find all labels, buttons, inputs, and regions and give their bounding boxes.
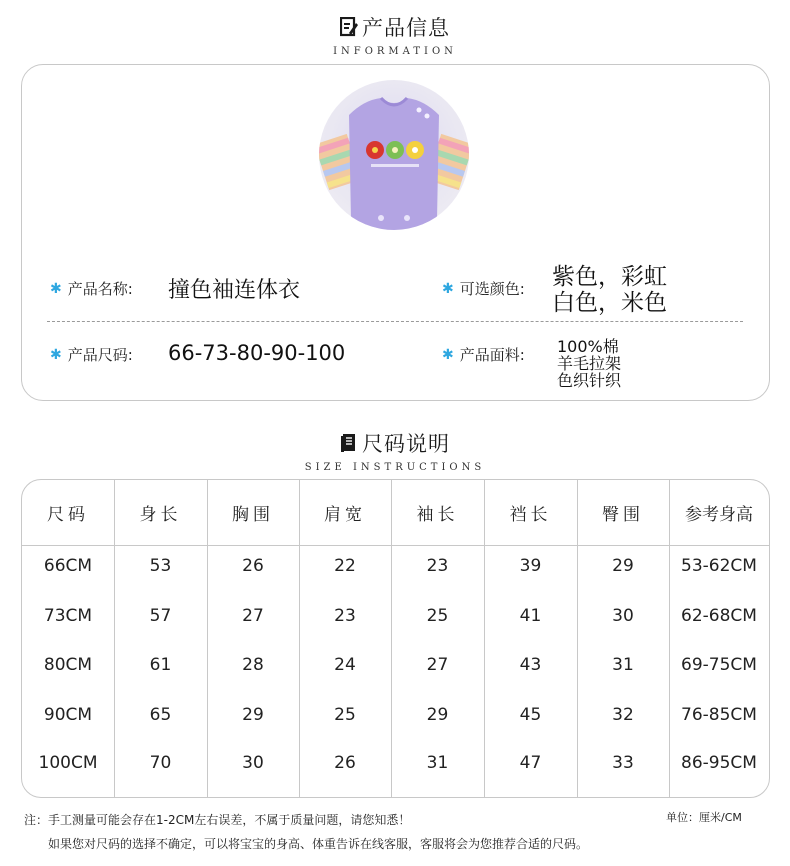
table-cell: 31 [426, 753, 449, 773]
table-cell: 62-68CM [681, 606, 757, 626]
column-divider [207, 480, 208, 797]
info-section-header [0, 12, 790, 57]
unit-note: 单位：厘米/CM [666, 811, 742, 824]
info-section-subtitle: INFORMATION [333, 46, 457, 57]
table-cell: 32 [612, 705, 634, 725]
table-cell: 53-62CM [681, 556, 757, 576]
table-cell: 100CM [38, 753, 98, 773]
table-header-cell: 臀围 [602, 505, 644, 525]
table-cell: 27 [242, 606, 264, 626]
table-cell: 25 [426, 606, 449, 626]
table-cell: 29 [242, 705, 264, 725]
star-icon: ✱ [50, 346, 62, 363]
baby-romper-photo [319, 80, 469, 230]
table-cell: 39 [519, 556, 542, 576]
table-cell: 22 [334, 556, 356, 576]
table-cell: 26 [334, 753, 356, 773]
consultation-note: 如果您对尺码的选择不确定，可以将宝宝的身高、体重告诉在线客服，客服将会为您推荐合适的尺码。 [48, 837, 589, 851]
table-header-cell: 身长 [139, 505, 182, 525]
column-divider [577, 480, 578, 797]
size-section-header [0, 428, 790, 473]
table-cell: 70 [149, 753, 172, 773]
table-cell: 86-95CM [681, 753, 757, 773]
table-cell: 43 [519, 655, 542, 675]
size-table [21, 479, 770, 798]
product-color-value [552, 264, 667, 316]
table-cell: 26 [242, 556, 264, 576]
table-cell: 29 [612, 556, 634, 576]
color-line-2: 白色，米色 [552, 290, 667, 316]
product-fabric-value [557, 338, 621, 389]
table-cell: 90CM [43, 705, 93, 725]
table-cell: 57 [149, 606, 172, 626]
table-cell: 73CM [43, 606, 93, 626]
column-divider [669, 480, 670, 797]
column-divider [391, 480, 392, 797]
product-name-value: 撞色袖连体衣 [168, 278, 301, 303]
column-divider [299, 480, 300, 797]
table-cell: 66CM [43, 556, 93, 576]
table-cell: 27 [426, 655, 449, 675]
size-section-subtitle: SIZE INSTRUCTIONS [304, 462, 486, 473]
info-section-title: 产品信息 [362, 16, 450, 40]
table-cell: 28 [242, 655, 264, 675]
edit-document-icon [340, 17, 358, 37]
table-cell: 61 [149, 655, 172, 675]
book-icon [340, 433, 358, 453]
fabric-line-3: 色织针织 [557, 371, 622, 390]
divider [47, 321, 743, 322]
table-cell: 80CM [43, 655, 93, 675]
column-divider [484, 480, 485, 797]
star-icon: ✱ [442, 280, 454, 297]
color-line-1: 紫色，彩虹 [552, 264, 667, 290]
table-cell: 45 [519, 705, 542, 725]
product-info-card [21, 64, 770, 401]
table-cell: 53 [149, 556, 172, 576]
fabric-line-1: 100%棉 [557, 337, 619, 356]
table-cell: 30 [242, 753, 264, 773]
table-header-cell: 参考身高 [685, 505, 753, 525]
product-size-value: 66-73-80-90-100 [168, 341, 346, 365]
column-divider [114, 480, 115, 797]
product-name-label: ✱ 产品名称: [50, 280, 133, 298]
table-cell: 47 [519, 753, 542, 773]
size-section-title: 尺码说明 [362, 432, 450, 456]
table-cell: 25 [334, 705, 356, 725]
table-header-cell: 尺码 [47, 505, 89, 525]
table-cell: 23 [334, 606, 356, 626]
star-icon: ✱ [50, 280, 62, 297]
table-header-cell: 袖长 [416, 505, 459, 525]
product-fabric-label: ✱ 产品面料: [442, 346, 525, 364]
table-cell: 31 [612, 655, 634, 675]
product-size-label: ✱ 产品尺码: [50, 346, 133, 364]
measurement-note: 注：手工测量可能会存在1-2CM左右误差，不属于质量问题，请您知悉！ [24, 813, 411, 827]
table-cell: 69-75CM [681, 655, 757, 675]
table-cell: 29 [426, 705, 449, 725]
table-cell: 33 [612, 753, 634, 773]
table-header-cell: 裆长 [509, 505, 552, 525]
table-cell: 41 [519, 606, 542, 626]
table-header-cell: 胸围 [232, 505, 274, 525]
product-color-label: ✱ 可选颜色: [442, 280, 525, 298]
table-header-cell: 肩宽 [324, 505, 366, 525]
table-cell: 65 [149, 705, 172, 725]
table-cell: 23 [426, 556, 449, 576]
table-cell: 76-85CM [681, 705, 757, 725]
fabric-line-2: 羊毛拉架 [557, 354, 622, 373]
table-cell: 24 [334, 655, 356, 675]
star-icon: ✱ [442, 346, 454, 363]
table-cell: 30 [612, 606, 634, 626]
